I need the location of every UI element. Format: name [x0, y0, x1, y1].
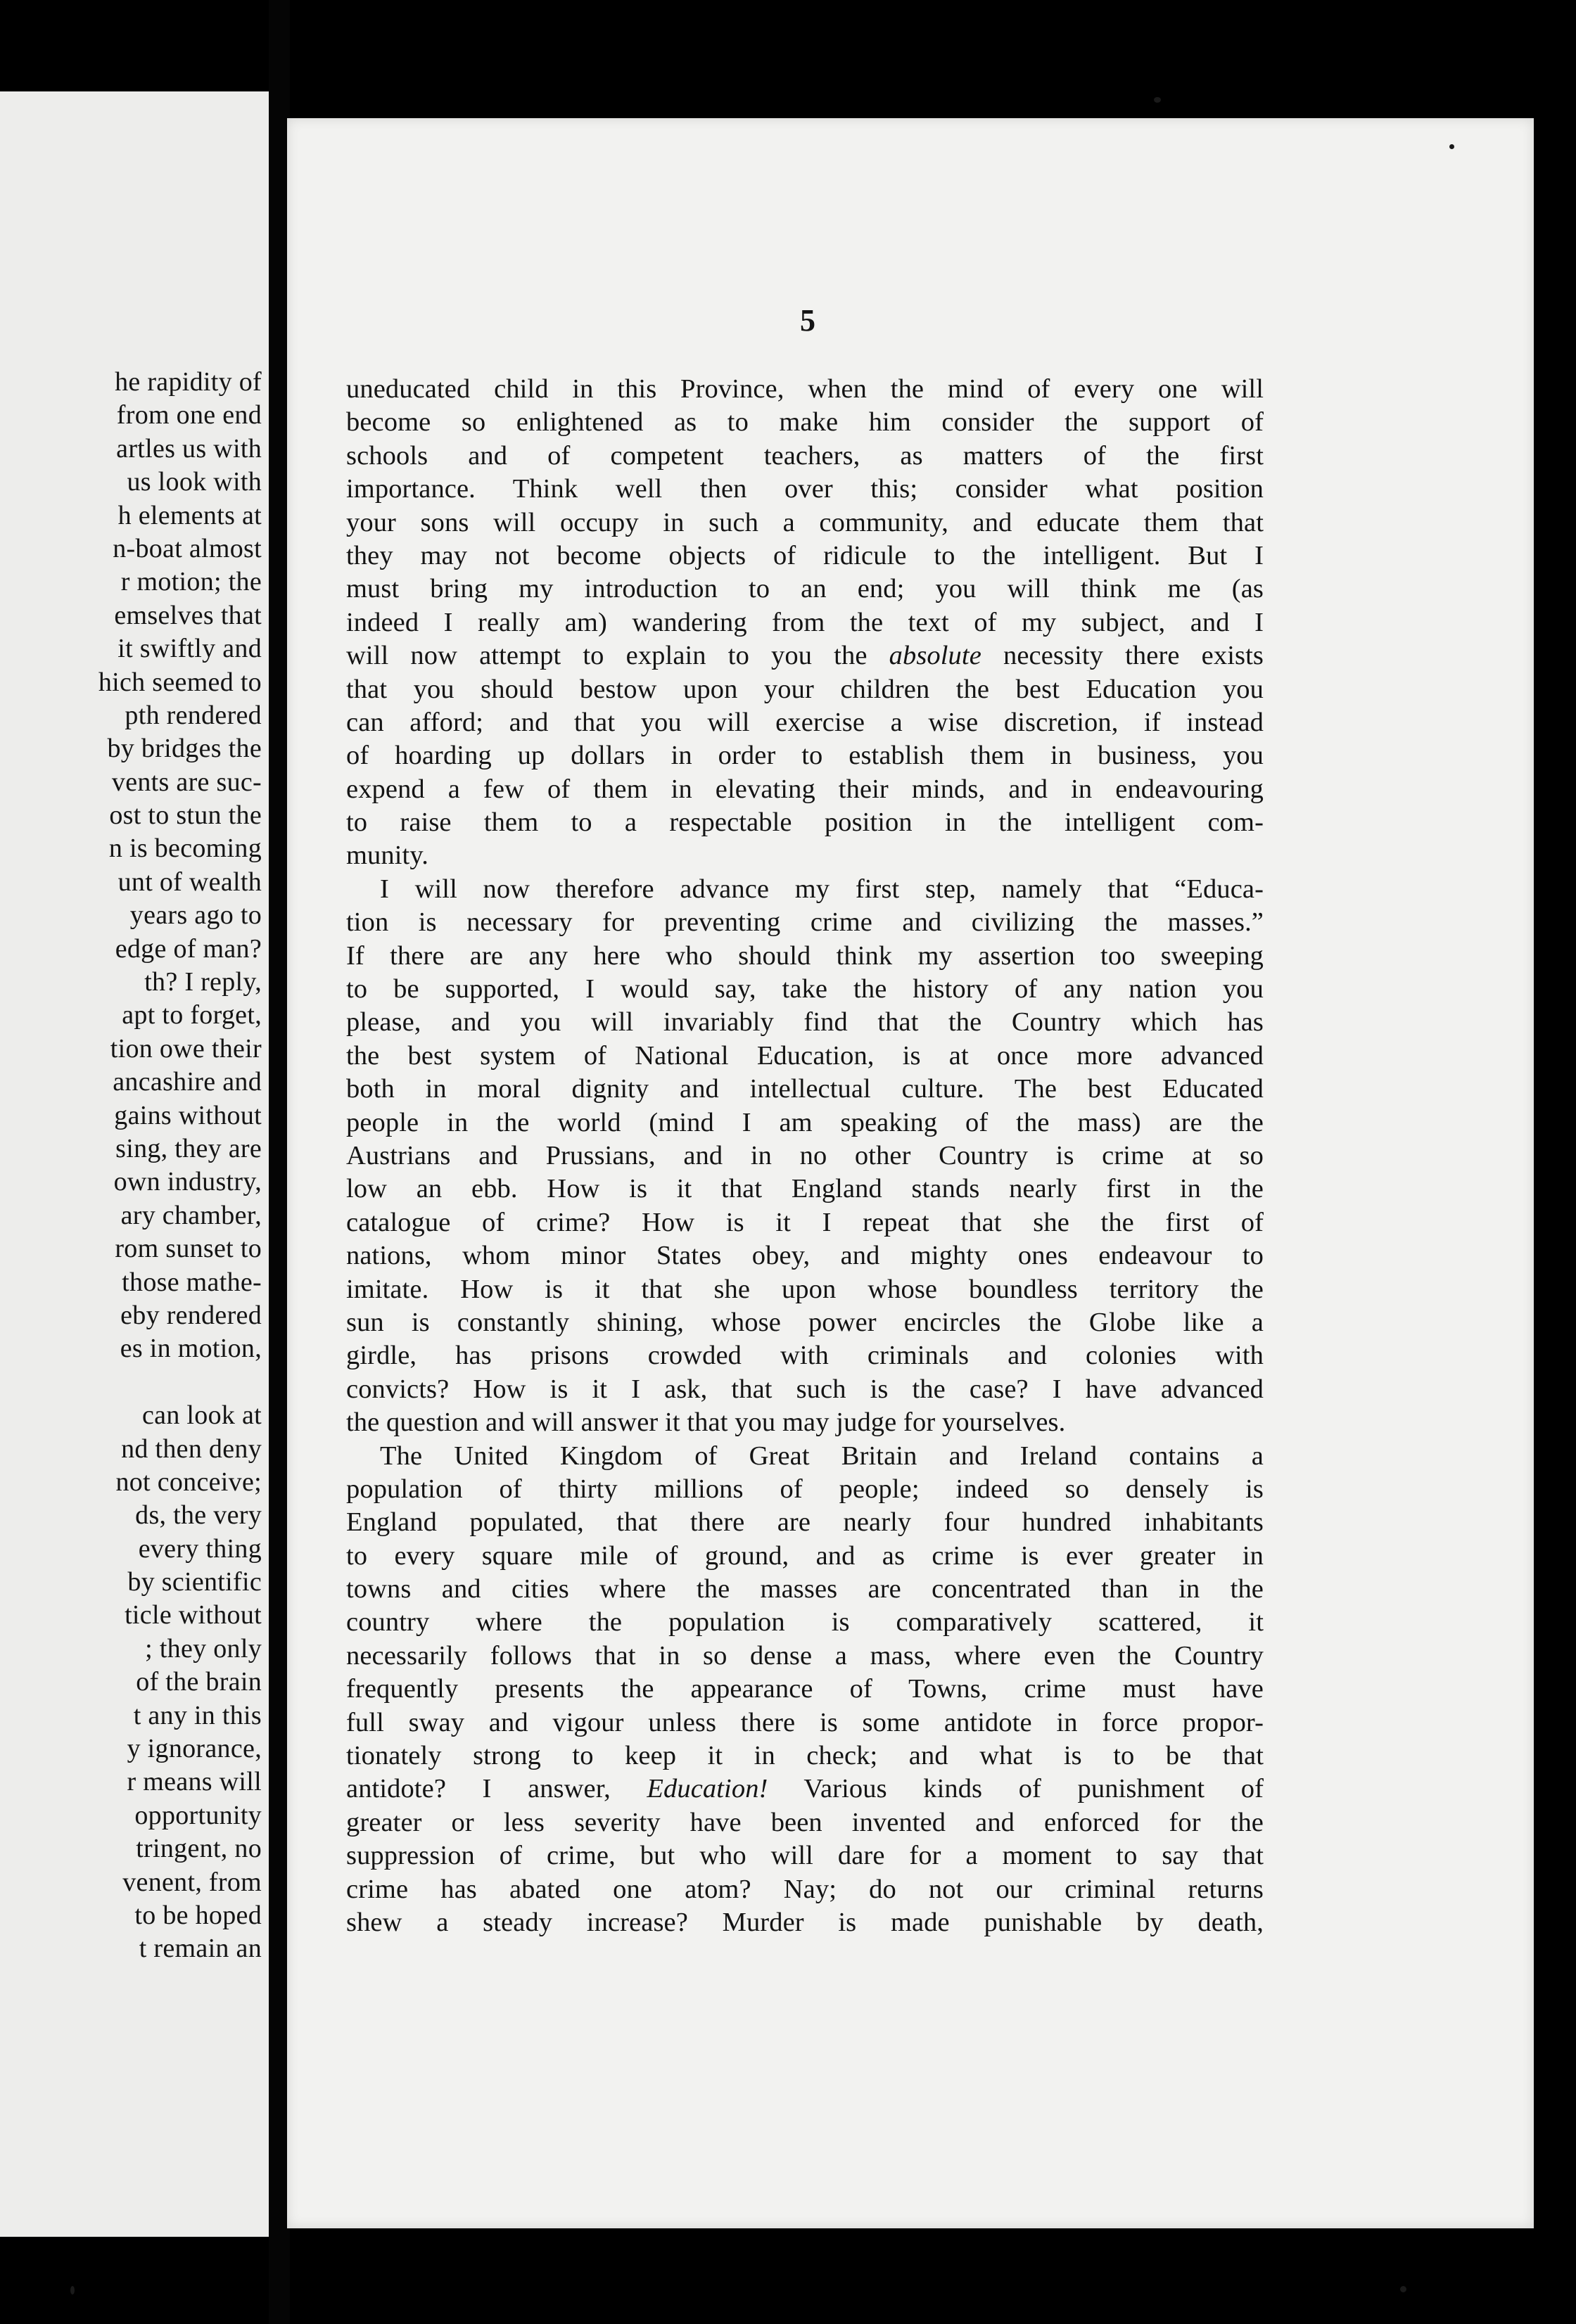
text-line: population of thirty millions of people; indeed so densely is	[346, 1474, 1264, 1504]
ink-speck	[1154, 97, 1161, 103]
main-text-body	[346, 373, 1264, 1939]
left-text-line: nd then deny	[121, 1434, 262, 1464]
left-text-line: n is becoming	[108, 834, 262, 864]
left-text-line: ost to stun the	[109, 800, 262, 831]
text-line: please, and you will invariably find that the Country which has	[346, 1007, 1264, 1038]
text-line: convicts? How is it I ask, that such is the case? I have advanced	[346, 1374, 1264, 1404]
left-text-line: r means will	[127, 1767, 262, 1797]
left-text-line: vents are suc-	[111, 767, 262, 797]
text-line: antidote? I answer, Education! Various kinds of punishment of	[346, 1774, 1264, 1804]
text-line: crime has abated one atom? Nay; do not our criminal returns	[346, 1874, 1264, 1904]
page-number: 5	[800, 303, 815, 338]
left-text-line: can look at	[141, 1400, 262, 1431]
text-line: catalogue of crime? How is it I repeat that she the first of	[346, 1207, 1264, 1237]
left-text-line: own industry,	[113, 1167, 262, 1197]
text-line: must bring my introduction to an end; you will think me (as	[346, 574, 1264, 604]
text-line: your sons will occupy in such a community, and educate them that	[346, 507, 1264, 537]
left-text-line: unt of wealth	[117, 867, 262, 897]
left-text-line: gains without	[114, 1100, 262, 1130]
left-text-line: hich seemed to	[98, 667, 262, 697]
text-line: If there are any here who should think my assertion too sweeping	[346, 940, 1264, 971]
text-line: of hoarding up dollars in order to establish them in business, you	[346, 741, 1264, 771]
left-text-line: not conceive;	[115, 1467, 262, 1497]
left-text-line: us look with	[127, 467, 262, 497]
text-line: nations, whom minor States obey, and mighty ones endeavour to	[346, 1241, 1264, 1271]
paragraph-1	[346, 373, 1264, 873]
left-text-line: years ago to	[129, 900, 262, 931]
left-text-line: opportunity	[134, 1800, 262, 1830]
text-line: people in the world (mind I am speaking of the mass) are the	[346, 1107, 1264, 1137]
left-text-line: sing, they are	[115, 1133, 262, 1163]
text-line: both in moral dignity and intellectual culture. The best Educated	[346, 1074, 1264, 1104]
text-line: I will now therefore advance my first step, namely that “Educa-	[380, 874, 1264, 904]
left-text-line: rom sunset to	[115, 1234, 262, 1264]
left-text-line: apt to forget,	[122, 1000, 262, 1030]
text-line: that you should bestow upon your children the best Education you	[346, 674, 1264, 704]
left-text-line: ancashire and	[113, 1067, 262, 1097]
left-text-line: eby rendered	[120, 1300, 262, 1330]
text-line: greater or less severity have been invented and enforced for the	[346, 1807, 1264, 1837]
left-text-line: of the brain	[136, 1667, 262, 1697]
text-line: necessarily follows that in so dense a mass, where even the Country	[346, 1640, 1264, 1671]
text-line: tion is necessary for preventing crime and civilizing the masses.”	[346, 907, 1264, 938]
left-text-line: t any in this	[133, 1700, 262, 1730]
left-text-line: ary chamber,	[120, 1200, 262, 1230]
left-text-line: ds, the very	[135, 1500, 262, 1531]
text-line: indeed I really am) wandering from the text of my subject, and I	[346, 607, 1264, 637]
text-line: the best system of National Education, is at once more advanced	[346, 1040, 1264, 1071]
left-text-line: he rapidity of	[115, 367, 262, 397]
left-text-line: n-boat almost	[113, 533, 262, 563]
text-line: sun is constantly shining, whose power encircles the Globe like a	[346, 1307, 1264, 1337]
left-text-line: th? I reply,	[144, 967, 262, 997]
left-text-line: y ignorance,	[127, 1734, 262, 1764]
text-line: Austrians and Prussians, and in no other Country is crime at so	[346, 1140, 1264, 1170]
left-text-line: pth rendered	[125, 700, 262, 730]
text-line: expend a few of them in elevating their minds, and in endeavouring	[346, 774, 1264, 804]
text-line: to be supported, I would say, take the history of any nation you	[346, 974, 1264, 1004]
text-line: can afford; and that you will exercise a wise discretion, if instead	[346, 707, 1264, 737]
left-text-line: every thing	[138, 1533, 262, 1564]
left-text-line: ; they only	[145, 1633, 262, 1664]
left-text-line: artles us with	[116, 433, 262, 464]
left-page-text	[0, 366, 262, 1966]
text-line: The United Kingdom of Great Britain and Ireland contains a	[380, 1441, 1264, 1471]
left-text-line: edge of man?	[115, 933, 262, 964]
left-text-line: venent, from	[122, 1867, 262, 1897]
left-text-line: es in motion,	[120, 1334, 262, 1364]
text-line: tionately strong to keep it in check; and what is to be that	[346, 1741, 1264, 1771]
text-line: become so enlightened as to make him consider the support of	[346, 407, 1264, 438]
left-text-line: it swiftly and	[117, 634, 262, 664]
left-text-line: to be hoped	[134, 1900, 262, 1930]
text-line: girdle, has prisons crowded with criminals and colonies with	[346, 1341, 1264, 1371]
text-line: importance. Think well then over this; consider what position	[346, 474, 1264, 504]
text-line: will now attempt to explain to you the absolute necessity there exists	[346, 641, 1264, 671]
text-line: schools and of competent teachers, as matters of the first	[346, 440, 1264, 471]
paragraph-3	[346, 1440, 1264, 1940]
text-line: frequently presents the appearance of Towns, crime must have	[346, 1674, 1264, 1704]
text-line: country where the population is comparatively scattered, it	[346, 1607, 1264, 1637]
left-text-line: tringent, no	[136, 1834, 262, 1864]
text-line: England populated, that there are nearly four hundred inhabitants	[346, 1507, 1264, 1538]
left-text-line: tion owe their	[110, 1033, 262, 1064]
left-page-fragment	[0, 91, 269, 2237]
text-line: towns and cities where the masses are concentrated than in the	[346, 1574, 1264, 1604]
ink-speck	[1400, 2286, 1406, 2292]
left-text-line: those mathe-	[122, 1267, 262, 1297]
paragraph-2	[346, 873, 1264, 1440]
left-text-line: from one end	[116, 400, 262, 430]
left-text-line: ticle without	[125, 1600, 262, 1630]
text-line: to every square mile of ground, and as crime is ever greater in	[346, 1540, 1264, 1571]
left-text-line: t remain an	[139, 1934, 262, 1964]
text-line: imitate. How is it that she upon whose boundless territory the	[346, 1274, 1264, 1304]
left-text-line: r motion; the	[120, 567, 262, 597]
text-line: the question and will answer it that you may judge for yourselves.	[346, 1407, 1066, 1438]
ink-speck	[1449, 144, 1454, 149]
ink-speck	[70, 2286, 75, 2294]
text-line: full sway and vigour unless there is some antidote in force propor-	[346, 1707, 1264, 1737]
left-text-line: by bridges the	[107, 734, 262, 764]
left-text-line: h elements at	[117, 500, 262, 530]
left-text-line: by scientific	[127, 1567, 262, 1597]
text-line: suppression of crime, but who will dare for a moment to say that	[346, 1841, 1264, 1871]
text-line: to raise them to a respectable position in the intelligent com-	[346, 807, 1264, 838]
left-text-line: emselves that	[114, 600, 262, 630]
text-line: uneducated child in this Province, when the mind of every one will	[346, 374, 1264, 404]
text-line: they may not become objects of ridicule to the intelligent. But I	[346, 540, 1264, 570]
text-line: munity.	[346, 841, 428, 871]
left-text-line	[0, 1366, 262, 1399]
text-line: low an ebb. How is it that England stands nearly first in the	[346, 1174, 1264, 1204]
text-line: shew a steady increase? Murder is made punishable by death,	[346, 1907, 1264, 1937]
